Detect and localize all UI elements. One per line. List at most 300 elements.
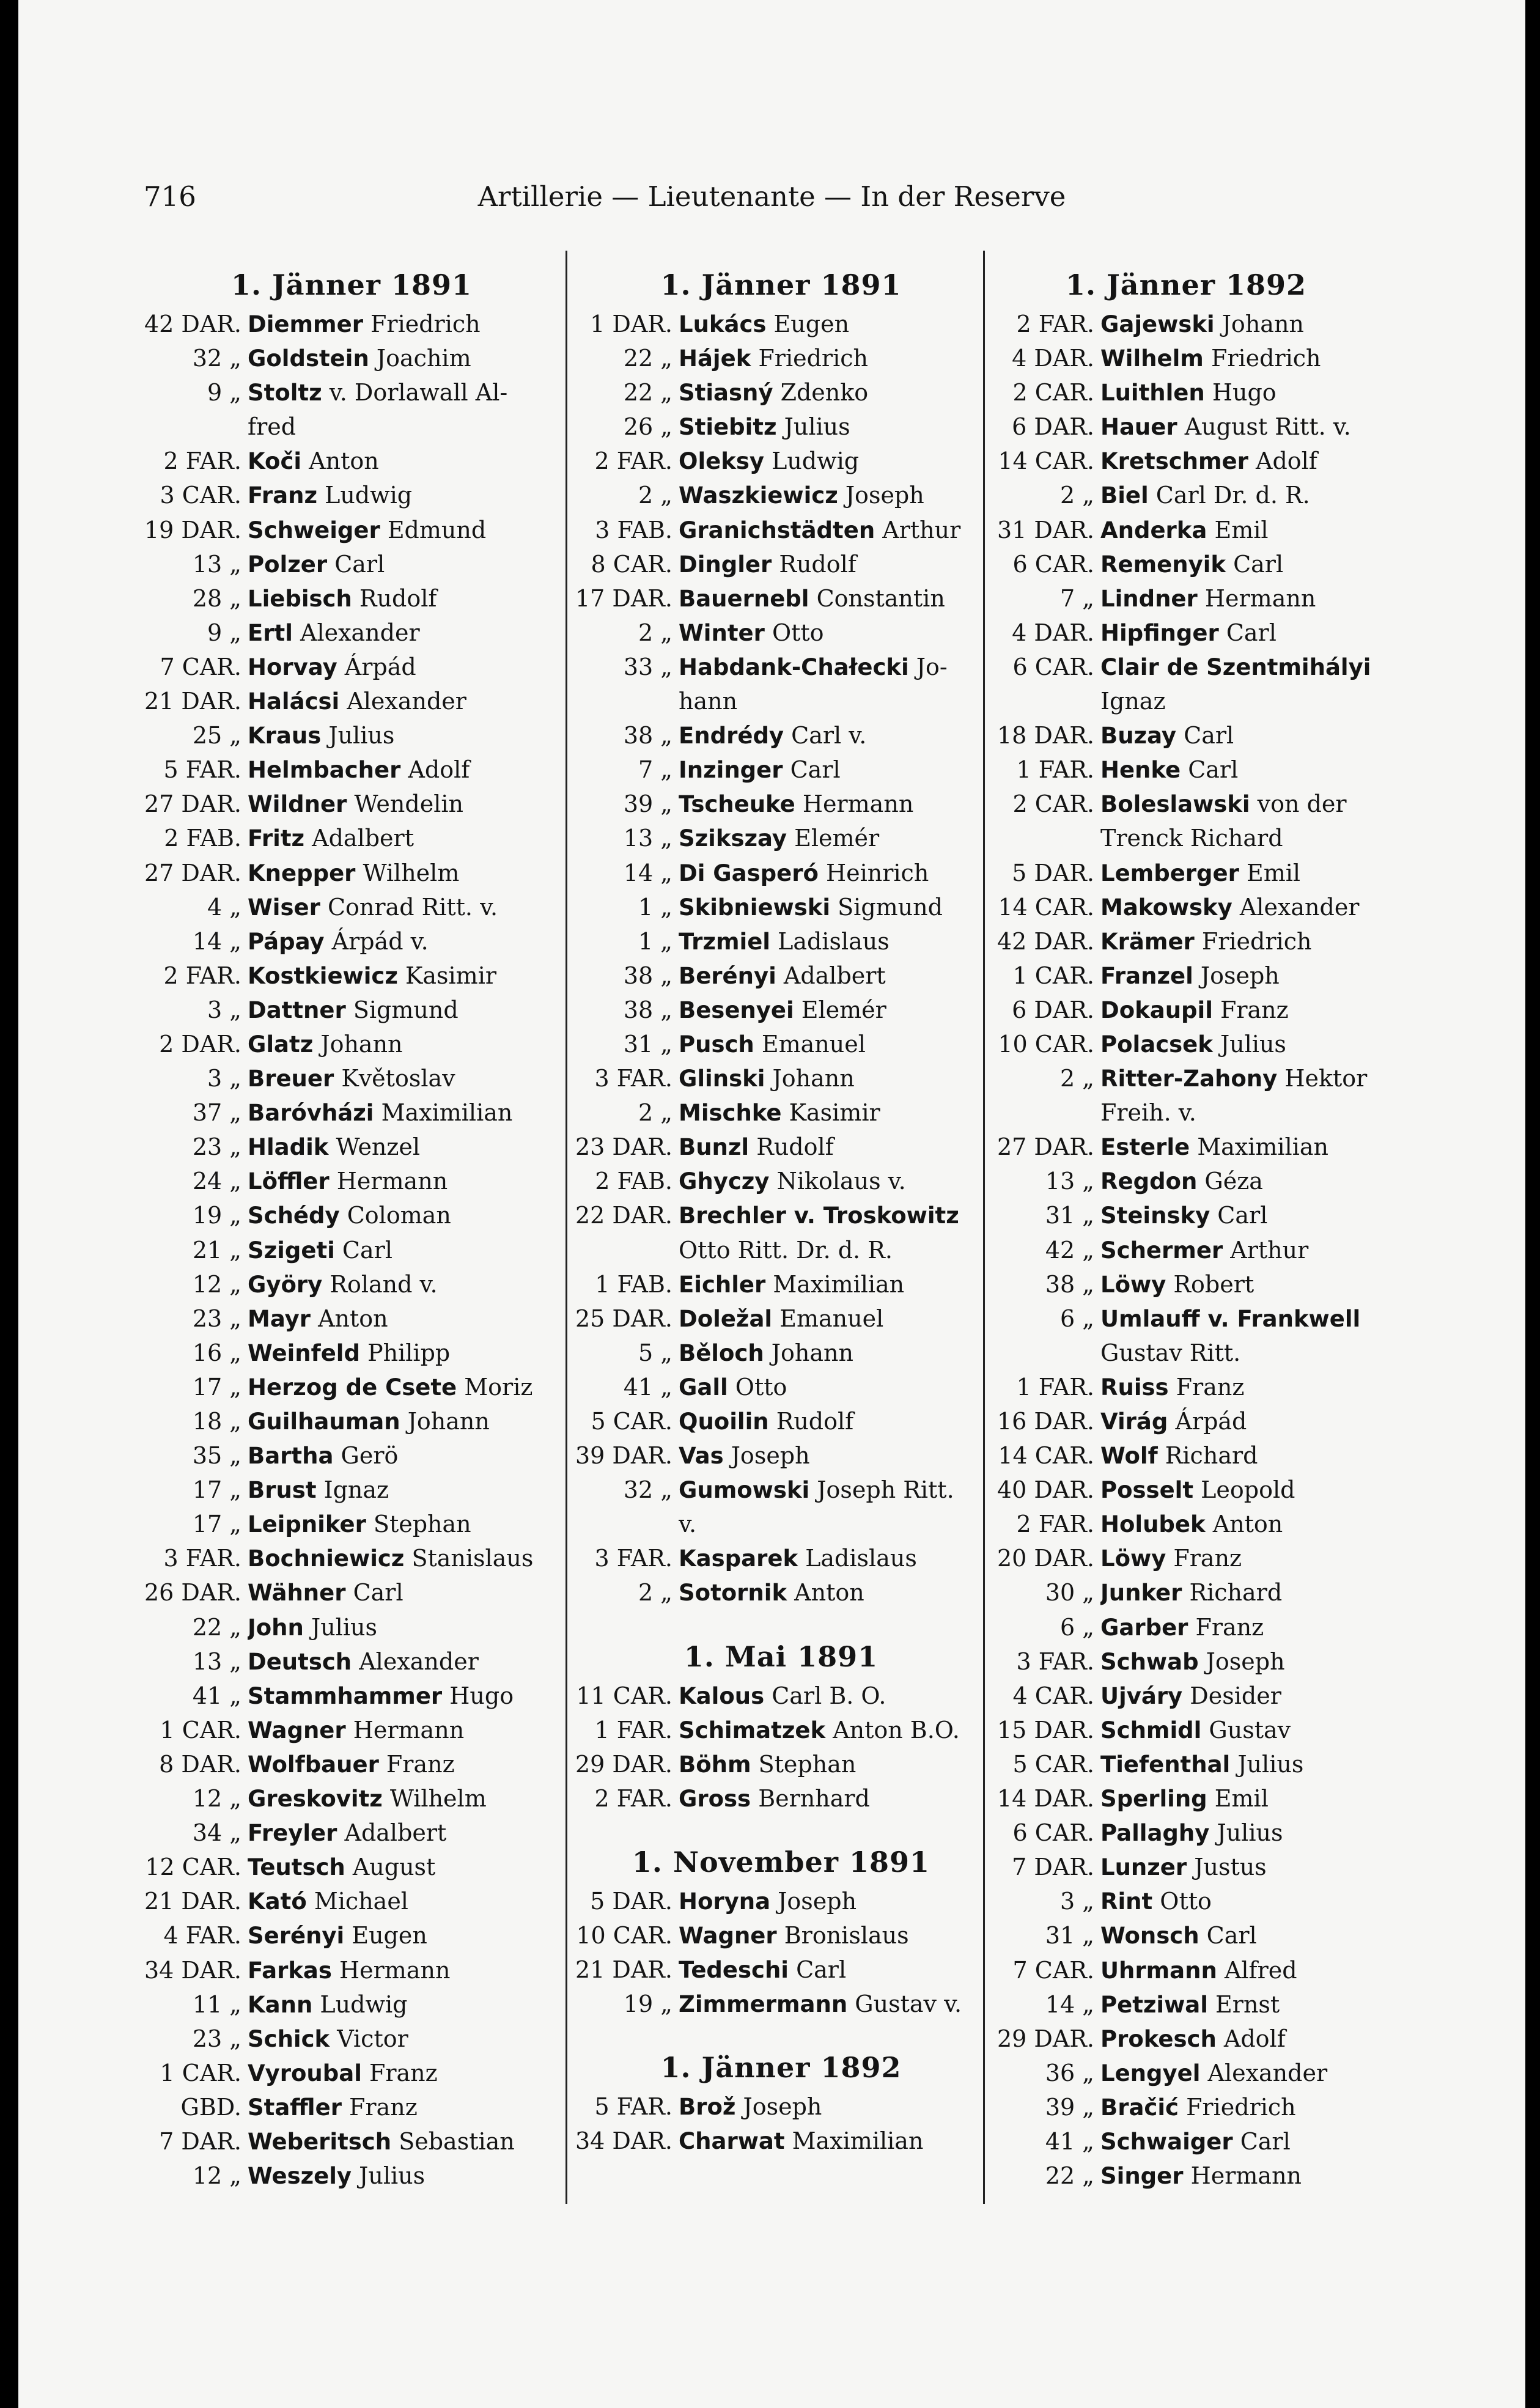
- surname: Junker: [1100, 1580, 1182, 1607]
- column-3: [993, 263, 1379, 2193]
- roster-entry: [993, 1679, 1379, 1713]
- given-name: v. Dorlawall Al-: [329, 379, 508, 407]
- surname: Sotornik: [679, 1580, 787, 1607]
- surname: Bartha: [248, 1443, 334, 1470]
- surname: Szigeti: [248, 1237, 335, 1264]
- rank-number-unit: 13 „: [192, 1648, 241, 1675]
- rank-number-unit: 13 „: [192, 550, 241, 578]
- officer-name: [248, 1336, 562, 1370]
- officer-name: [1100, 1679, 1379, 1713]
- rank-number-unit: 12 „: [192, 2162, 241, 2190]
- given-name: Hugo: [449, 1682, 514, 1709]
- rank-number-unit: [572, 1507, 679, 1541]
- surname: Waszkiewicz: [679, 482, 838, 509]
- roster-entry: [993, 856, 1379, 890]
- rank-number-unit: 25 DAR.: [575, 1305, 672, 1332]
- officer-name: [1100, 1850, 1379, 1884]
- given-name: Anton B.O.: [833, 1716, 960, 1743]
- roster-entry: [572, 890, 990, 924]
- rank-number-unit: 7 DAR.: [159, 2127, 241, 2155]
- officer-name: [248, 581, 562, 616]
- surname: Polacsek: [1100, 1031, 1213, 1058]
- rank-number-unit: 4 DAR.: [1012, 619, 1094, 646]
- roster-entry: [141, 1267, 562, 1302]
- roster-entry: [572, 581, 990, 616]
- given-name: Rudolf: [776, 1408, 854, 1435]
- rank-number-unit: 34 DAR.: [575, 2127, 672, 2155]
- rank-number-unit: 22 „: [1045, 2162, 1094, 2190]
- officer-name: [248, 1679, 562, 1713]
- roster-entry: [141, 993, 562, 1027]
- roster-entry: [572, 1095, 990, 1130]
- officer-name: [248, 341, 562, 375]
- given-name: Anton: [794, 1579, 864, 1607]
- given-name: Otto: [772, 619, 824, 646]
- surname: Wagner: [248, 1717, 346, 1743]
- given-name: v.: [679, 1511, 697, 1538]
- surname: Staffler: [248, 2094, 342, 2121]
- officer-name: [248, 2056, 562, 2090]
- given-name: Stephan: [373, 1511, 471, 1538]
- roster-entry: [993, 650, 1379, 684]
- surname: Posselt: [1100, 1477, 1194, 1504]
- given-name: Anton: [1212, 1511, 1283, 1538]
- rank-number-unit: 5 FAR.: [163, 756, 241, 784]
- given-name: Sebastian: [399, 2127, 515, 2155]
- officer-name: [248, 821, 562, 855]
- rank-number-unit: 19 „: [192, 1202, 241, 1229]
- roster-entry: [572, 1027, 990, 1061]
- given-name: Michael: [314, 1888, 408, 1915]
- rank-number-unit: [993, 1336, 1100, 1370]
- page-header: [18, 172, 1525, 221]
- roster-entry: [141, 1130, 562, 1164]
- roster-entry: [141, 444, 562, 478]
- roster-entry: [141, 1507, 562, 1541]
- surname: Deutsch: [248, 1648, 352, 1675]
- rank-number-unit: 23 „: [192, 2025, 241, 2052]
- rank-number-unit: 26 DAR.: [144, 1579, 241, 1607]
- surname: Halácsi: [248, 688, 340, 715]
- rank-number-unit: 18 „: [192, 1408, 241, 1435]
- officer-name: [1100, 684, 1379, 718]
- rank-number-unit: 3 „: [207, 996, 241, 1023]
- given-name: Richard: [1189, 1579, 1283, 1607]
- officer-name: [1100, 1507, 1379, 1541]
- roster-entry: [993, 1438, 1379, 1473]
- roster-entry: [993, 1302, 1379, 1336]
- roster-entry: [993, 959, 1379, 993]
- officer-name: [1100, 1267, 1379, 1302]
- surname: Vyroubal: [248, 2060, 362, 2086]
- surname: Singer: [1100, 2163, 1184, 2190]
- given-name: Anton: [309, 447, 379, 475]
- rank-number-unit: 1 „: [638, 893, 672, 921]
- roster-entry: [572, 1061, 990, 1095]
- officer-name: [248, 1610, 562, 1644]
- given-name: Carl Dr. d. R.: [1155, 482, 1310, 509]
- rank-number-unit: 6 CAR.: [1012, 550, 1094, 578]
- officer-name: [248, 2124, 562, 2159]
- surname: Wolf: [1100, 1443, 1158, 1470]
- given-name: Friedrich: [1210, 345, 1321, 372]
- roster-entry: [993, 1061, 1379, 1095]
- given-name: Bernhard: [758, 1784, 870, 1812]
- officer-name: [248, 1267, 562, 1302]
- surname: Polzer: [248, 551, 328, 578]
- roster-entry: [993, 993, 1379, 1027]
- surname: Gajewski: [1100, 311, 1215, 337]
- officer-name: [1100, 444, 1379, 478]
- book-page: [18, 0, 1525, 2408]
- officer-name: [248, 993, 562, 1027]
- officer-name: [679, 616, 990, 650]
- roster-entry: [572, 341, 990, 375]
- rank-number-unit: 10 CAR.: [998, 1030, 1094, 1058]
- roster-entry: [572, 856, 990, 890]
- roster-entry: [141, 1164, 562, 1198]
- given-name: Joachim: [376, 345, 471, 372]
- rank-number-unit: 17 „: [192, 1511, 241, 1538]
- surname: Herzog de Csete: [248, 1374, 457, 1401]
- given-name: Gustav: [1209, 1716, 1291, 1743]
- rank-number-unit: 27 DAR.: [997, 1133, 1094, 1161]
- roster-entry: [993, 1816, 1379, 1850]
- surname: Virág: [1100, 1408, 1168, 1435]
- officer-name: [679, 1198, 990, 1232]
- rank-number-unit: 33 „: [623, 653, 672, 680]
- roster-entry: [141, 2022, 562, 2056]
- given-name: Alexander: [359, 1648, 479, 1675]
- rank-number-unit: 38 „: [1045, 1270, 1094, 1298]
- officer-name: [679, 993, 990, 1027]
- rank-number-unit: [141, 410, 248, 444]
- surname: Löwy: [1100, 1545, 1166, 1572]
- rank-number-unit: 29 DAR.: [575, 1750, 672, 1778]
- officer-name: [1100, 1473, 1379, 1507]
- rank-number-unit: 14 „: [192, 927, 241, 955]
- rank-number-unit: 18 DAR.: [997, 722, 1094, 749]
- roster-entry: [993, 684, 1379, 718]
- officer-name: [248, 1438, 562, 1473]
- column-1: [141, 263, 562, 2193]
- given-name: Emanuel: [761, 1030, 866, 1058]
- officer-name: [1100, 1816, 1379, 1850]
- officer-name: [679, 1267, 990, 1302]
- surname: Di Gasperó: [679, 860, 819, 886]
- roster-entry: [141, 1198, 562, 1232]
- roster-entry: [993, 1198, 1379, 1232]
- rank-number-unit: 22 „: [192, 1613, 241, 1641]
- section-heading: 1. Jänner 1891: [660, 268, 902, 301]
- given-name: Hugo: [1212, 379, 1277, 407]
- given-name: Franz: [1173, 1545, 1242, 1572]
- surname: Dattner: [248, 996, 346, 1023]
- officer-name: [679, 856, 990, 890]
- page-number: 716: [144, 180, 196, 213]
- rank-number-unit: 9 „: [207, 619, 241, 646]
- surname: Weszely: [248, 2163, 352, 2190]
- officer-name: [1100, 581, 1379, 616]
- rank-number-unit: 1 CAR.: [1012, 962, 1094, 989]
- rank-number-unit: 12 „: [192, 1270, 241, 1298]
- officer-name: [248, 959, 562, 993]
- rank-number-unit: 2 DAR.: [159, 1030, 241, 1058]
- surname: Stoltz: [248, 380, 322, 407]
- rank-number-unit: 21 DAR.: [144, 1888, 241, 1915]
- surname: Helmbacher: [248, 757, 401, 784]
- roster-entry: [572, 1473, 990, 1507]
- surname: Löffler: [248, 1168, 330, 1195]
- officer-name: [248, 1302, 562, 1336]
- officer-name: [679, 1781, 990, 1816]
- roster-entry: [993, 1336, 1379, 1370]
- surname: Böhm: [679, 1751, 751, 1778]
- surname: Ujváry: [1100, 1682, 1183, 1709]
- officer-name: [1100, 1541, 1379, 1575]
- officer-name: [679, 375, 990, 410]
- rank-number-unit: 2 CAR.: [1012, 379, 1094, 407]
- given-name: Wenzel: [336, 1133, 421, 1161]
- roster-entry: [141, 1781, 562, 1816]
- surname: Ruiss: [1100, 1374, 1169, 1401]
- surname: Serényi: [248, 1923, 345, 1950]
- roster-entry: [141, 1610, 562, 1644]
- roster-entry: [993, 787, 1379, 821]
- officer-name: [1100, 821, 1379, 855]
- roster-entry: [141, 1438, 562, 1473]
- surname: Doležal: [679, 1305, 773, 1332]
- surname: Lemberger: [1100, 860, 1239, 886]
- roster-entry: [993, 2124, 1379, 2159]
- surname: Mayr: [248, 1305, 311, 1332]
- given-name: Elemér: [801, 996, 886, 1023]
- rank-number-unit: 1 DAR.: [590, 311, 672, 337]
- given-name: Franz: [349, 2093, 418, 2121]
- rank-number-unit: 39 „: [1045, 2093, 1094, 2121]
- roster-entry: [993, 1987, 1379, 2022]
- roster-entry: [572, 1164, 990, 1198]
- officer-name: [248, 1507, 562, 1541]
- surname: Ritter-Zahony: [1100, 1066, 1278, 1092]
- given-name: Adalbert: [783, 962, 886, 989]
- roster-entry: [141, 1816, 562, 1850]
- roster-entry: [572, 1198, 990, 1232]
- rank-number-unit: [572, 684, 679, 718]
- given-name: Maximilian: [1197, 1133, 1328, 1161]
- given-name: Johann: [772, 1065, 855, 1092]
- roster-entry: [572, 2090, 990, 2124]
- rank-number-unit: 20 DAR.: [997, 1545, 1094, 1572]
- given-name: Julius: [311, 1613, 377, 1641]
- rank-number-unit: [993, 821, 1100, 855]
- officer-name: [248, 1233, 562, 1267]
- surname: Mischke: [679, 1100, 782, 1127]
- roster-entry: [141, 718, 562, 753]
- given-name: Joseph: [778, 1887, 857, 1915]
- given-name: Emanuel: [779, 1305, 884, 1332]
- surname: Franz: [248, 482, 317, 509]
- officer-name: [248, 2090, 562, 2124]
- surname: Glinski: [679, 1066, 765, 1092]
- officer-name: [1100, 1061, 1379, 1095]
- rank-number-unit: 2 FAR.: [163, 447, 241, 475]
- rank-number-unit: 1 FAB.: [595, 1270, 672, 1298]
- given-name: Alexander: [300, 619, 420, 646]
- roster-entry: [141, 821, 562, 855]
- rank-number-unit: 2 FAB.: [164, 825, 241, 852]
- given-name: Ignaz: [323, 1476, 389, 1504]
- roster-entry: [141, 1850, 562, 1884]
- rank-number-unit: 1 FAR.: [1016, 756, 1094, 784]
- officer-name: [248, 375, 562, 410]
- roster-entry: [993, 1850, 1379, 1884]
- surname: Weberitsch: [248, 2128, 392, 2155]
- officer-name: [679, 1679, 990, 1713]
- officer-name: [248, 444, 562, 478]
- running-title: Artillerie — Lieutenante — In der Reserve: [477, 180, 1066, 213]
- surname: Buzay: [1100, 723, 1177, 749]
- surname: Charwat: [679, 2128, 785, 2155]
- surname: Schwaiger: [1100, 2128, 1233, 2155]
- given-name: Ludwig: [320, 1990, 408, 2018]
- surname: Schweiger: [248, 517, 380, 543]
- given-name: hann: [679, 688, 738, 715]
- surname: Teutsch: [248, 1854, 345, 1881]
- roster-entry: [993, 1781, 1379, 1816]
- officer-name: [248, 1884, 562, 1918]
- rank-number-unit: 39 DAR.: [575, 1442, 672, 1470]
- roster-entry: [993, 581, 1379, 616]
- officer-name: [679, 1987, 990, 2021]
- given-name: Adolf: [1223, 2025, 1286, 2052]
- given-name: Árpád v.: [331, 927, 429, 955]
- surname: Gall: [679, 1374, 728, 1401]
- officer-name: [1100, 1336, 1379, 1370]
- given-name: Friedrich: [758, 345, 868, 372]
- officer-name: [679, 1404, 990, 1438]
- given-name: Joseph: [1206, 1648, 1285, 1675]
- rank-number-unit: 3 FAB.: [595, 516, 672, 543]
- roster-entry: [993, 821, 1379, 855]
- roster-entry: [572, 444, 990, 478]
- rank-number-unit: 41 „: [192, 1682, 241, 1709]
- officer-name: [679, 1302, 990, 1336]
- officer-name: [679, 718, 990, 753]
- given-name: Carl: [1217, 1202, 1268, 1229]
- officer-name: [248, 787, 562, 821]
- given-name: Ernst: [1215, 1990, 1280, 2018]
- given-name: Rudolf: [756, 1133, 834, 1161]
- officer-name: [248, 856, 562, 890]
- surname: Kasparek: [679, 1545, 798, 1572]
- roster-entry: [993, 1370, 1379, 1404]
- rank-number-unit: 14 CAR.: [998, 893, 1094, 921]
- officer-name: [1100, 1781, 1379, 1816]
- officer-name: [679, 1095, 990, 1130]
- officer-name: [248, 924, 562, 959]
- given-name: Ludwig: [772, 447, 860, 475]
- officer-name: [1100, 1884, 1379, 1918]
- rank-number-unit: 8 DAR.: [159, 1750, 241, 1778]
- given-name: Conrad Ritt. v.: [327, 893, 498, 921]
- given-name: Emil: [1214, 516, 1269, 543]
- rank-number-unit: 2 „: [638, 1099, 672, 1127]
- roster-entry: [141, 1644, 562, 1679]
- given-name: Elemér: [794, 825, 880, 852]
- surname: Stiasný: [679, 380, 773, 407]
- surname: Franzel: [1100, 962, 1193, 989]
- surname: Freyler: [248, 1820, 337, 1847]
- rank-number-unit: 3 „: [207, 1065, 241, 1092]
- roster-entry: [572, 1575, 990, 1610]
- rank-number-unit: 3 FAR.: [163, 1545, 241, 1572]
- officer-name: [248, 1130, 562, 1164]
- given-name: Sigmund: [838, 893, 943, 921]
- rank-number-unit: 41 „: [1045, 2127, 1094, 2155]
- given-name: Anton: [318, 1305, 388, 1332]
- roster-entry: [572, 1267, 990, 1302]
- rank-number-unit: 22 „: [623, 345, 672, 372]
- given-name: Edmund: [387, 516, 487, 543]
- given-name: Victor: [337, 2025, 408, 2052]
- officer-name: [1100, 1438, 1379, 1473]
- surname: Besenyei: [679, 996, 794, 1023]
- officer-name: [679, 1027, 990, 1061]
- roster-entry: [993, 1507, 1379, 1541]
- rank-number-unit: 27 DAR.: [144, 790, 241, 818]
- rank-number-unit: 23 DAR.: [575, 1133, 672, 1161]
- roster-entry: [993, 1130, 1379, 1164]
- given-name: Trenck Richard: [1100, 825, 1283, 852]
- officer-name: [248, 1781, 562, 1816]
- rank-number-unit: 6 DAR.: [1012, 996, 1094, 1023]
- surname: Hipfinger: [1100, 619, 1219, 646]
- officer-name: [248, 1095, 562, 1130]
- roster-entry: [141, 2159, 562, 2193]
- roster-entry: [993, 616, 1379, 650]
- officer-name: [1100, 478, 1379, 512]
- officer-name: [248, 1370, 562, 1404]
- given-name: Joseph Ritt.: [817, 1476, 954, 1504]
- surname: Kalous: [679, 1682, 765, 1709]
- surname: Schédy: [248, 1202, 340, 1229]
- officer-name: [248, 1987, 562, 2022]
- surname: Tscheuke: [679, 791, 795, 818]
- officer-name: [679, 1507, 990, 1541]
- rank-number-unit: 2 „: [638, 619, 672, 646]
- officer-name: [1100, 959, 1379, 993]
- roster-entry: [993, 547, 1379, 581]
- rank-number-unit: 6 „: [1060, 1613, 1094, 1641]
- surname: Hauer: [1100, 414, 1177, 441]
- surname: Wonsch: [1100, 1923, 1199, 1950]
- surname: Wagner: [679, 1923, 777, 1950]
- surname: Bauernebl: [679, 585, 809, 612]
- roster-entry: [572, 924, 990, 959]
- rank-number-unit: 32 „: [192, 345, 241, 372]
- rank-number-unit: 4 FAR.: [163, 1922, 241, 1950]
- roster-entry: [993, 2056, 1379, 2090]
- rank-number-unit: 31 „: [623, 1030, 672, 1058]
- given-name: von der: [1257, 790, 1347, 818]
- roster-entry: [993, 1164, 1379, 1198]
- officer-name: [248, 1918, 562, 1953]
- roster-entry: [993, 1918, 1379, 1953]
- given-name: Friedrich: [1201, 927, 1312, 955]
- surname: Wiser: [248, 894, 320, 921]
- surname: Clair de Szentmihályi: [1100, 654, 1371, 680]
